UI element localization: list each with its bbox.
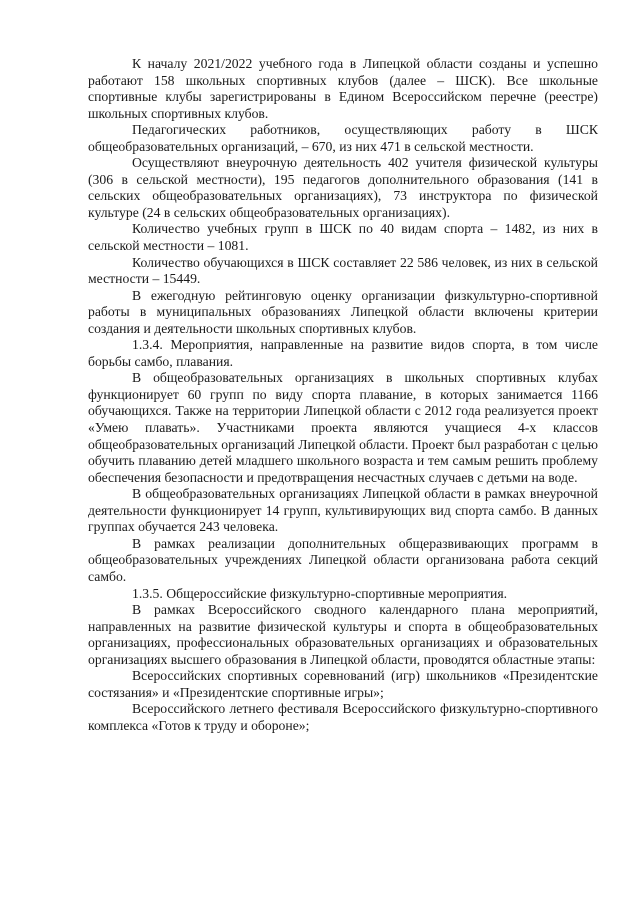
paragraph-groups: Количество учебных групп в ШСК по 40 видам спорта – 1482, из них в сельской местности – 1081. (88, 221, 598, 254)
paragraph-gto-festival: Всероссийского летнего фестиваля Всероссийского физкультурно-спортивного комплекса «Готов к труду и обороне»; (88, 701, 598, 733)
paragraph-calendar: В рамках Всероссийского сводного календарного плана мероприятий, направленных на развитие физической культуры и спорта в общеобразовательных организациях, профессиональных образовательных организациях и образовательных организациях высшего образования в Липецкой области, проводятся областные этапы: (88, 602, 598, 667)
paragraph-swimming: В общеобразовательных организациях в школьных спортивных клубах функционирует 60 групп по виду спорта плавание, в которых занимается 1166 обучающихся. Также на территории Липецкой области с 2012 года реализуется проект «Умею плавать». Участниками проекта являются учащиеся 4-х классов общеобразовательных организаций Липецкой области. Проект был разработан с целью обучить плаванию детей младшего школьного возраста и тем самым решить проблему обеспечения безопасности и предотвращения несчастных случаев с детьми на воде. (88, 370, 598, 485)
section-heading-1-3-4: 1.3.4. Мероприятия, направленные на развитие видов спорта, в том числе борьбы самбо, плавания. (88, 337, 598, 369)
paragraph-presidential: Всероссийских спортивных соревнований (игр) школьников «Президентские состязания» и «Президентские спортивные игры»; (88, 668, 598, 700)
paragraph-rating: В ежегодную рейтинговую оценку организации физкультурно-спортивной работы в муниципальных образованиях Липецкой области включены критерии создания и деятельности школьных спортивных клубов. (88, 287, 598, 336)
paragraph-sambo-sections: В рамках реализации дополнительных общеразвивающих программ в общеобразовательных учреждениях Липецкой области организована работа секций самбо. (88, 535, 598, 584)
document-page (88, 56, 598, 734)
paragraph-students: Количество обучающихся в ШСК составляет 22 586 человек, из них в сельской местности – 15449. (88, 254, 598, 287)
paragraph-teachers: Педагогических работников, осуществляющих работу в ШСК общеобразовательных организаций, – 670, из них 471 в сельской местности. (88, 122, 598, 154)
paragraph-intro: К началу 2021/2022 учебного года в Липецкой области созданы и успешно работают 158 школьных спортивных клубов (далее – ШСК). Все школьные спортивные клубы зарегистрированы в Едином Всероссийском перечне (реестре) школьных спортивных клубов. (88, 56, 598, 121)
paragraph-sambo-groups: В общеобразовательных организациях Липецкой области в рамках внеурочной деятельности функционирует 14 групп, культивирующих вид спорта самбо. В данных группах обучается 243 человека. (88, 486, 598, 535)
section-heading-1-3-5: 1.3.5. Общероссийские физкультурно-спортивные мероприятия. (132, 585, 508, 601)
paragraph-extracurricular: Осуществляют внеурочную деятельность 402 учителя физической культуры (306 в сельской местности), 195 педагогов дополнительного образования (141 в сельских общеобразовательных организациях), 73 инструктора по физической культуре (24 в сельских общеобразовательных организациях). (88, 155, 598, 220)
